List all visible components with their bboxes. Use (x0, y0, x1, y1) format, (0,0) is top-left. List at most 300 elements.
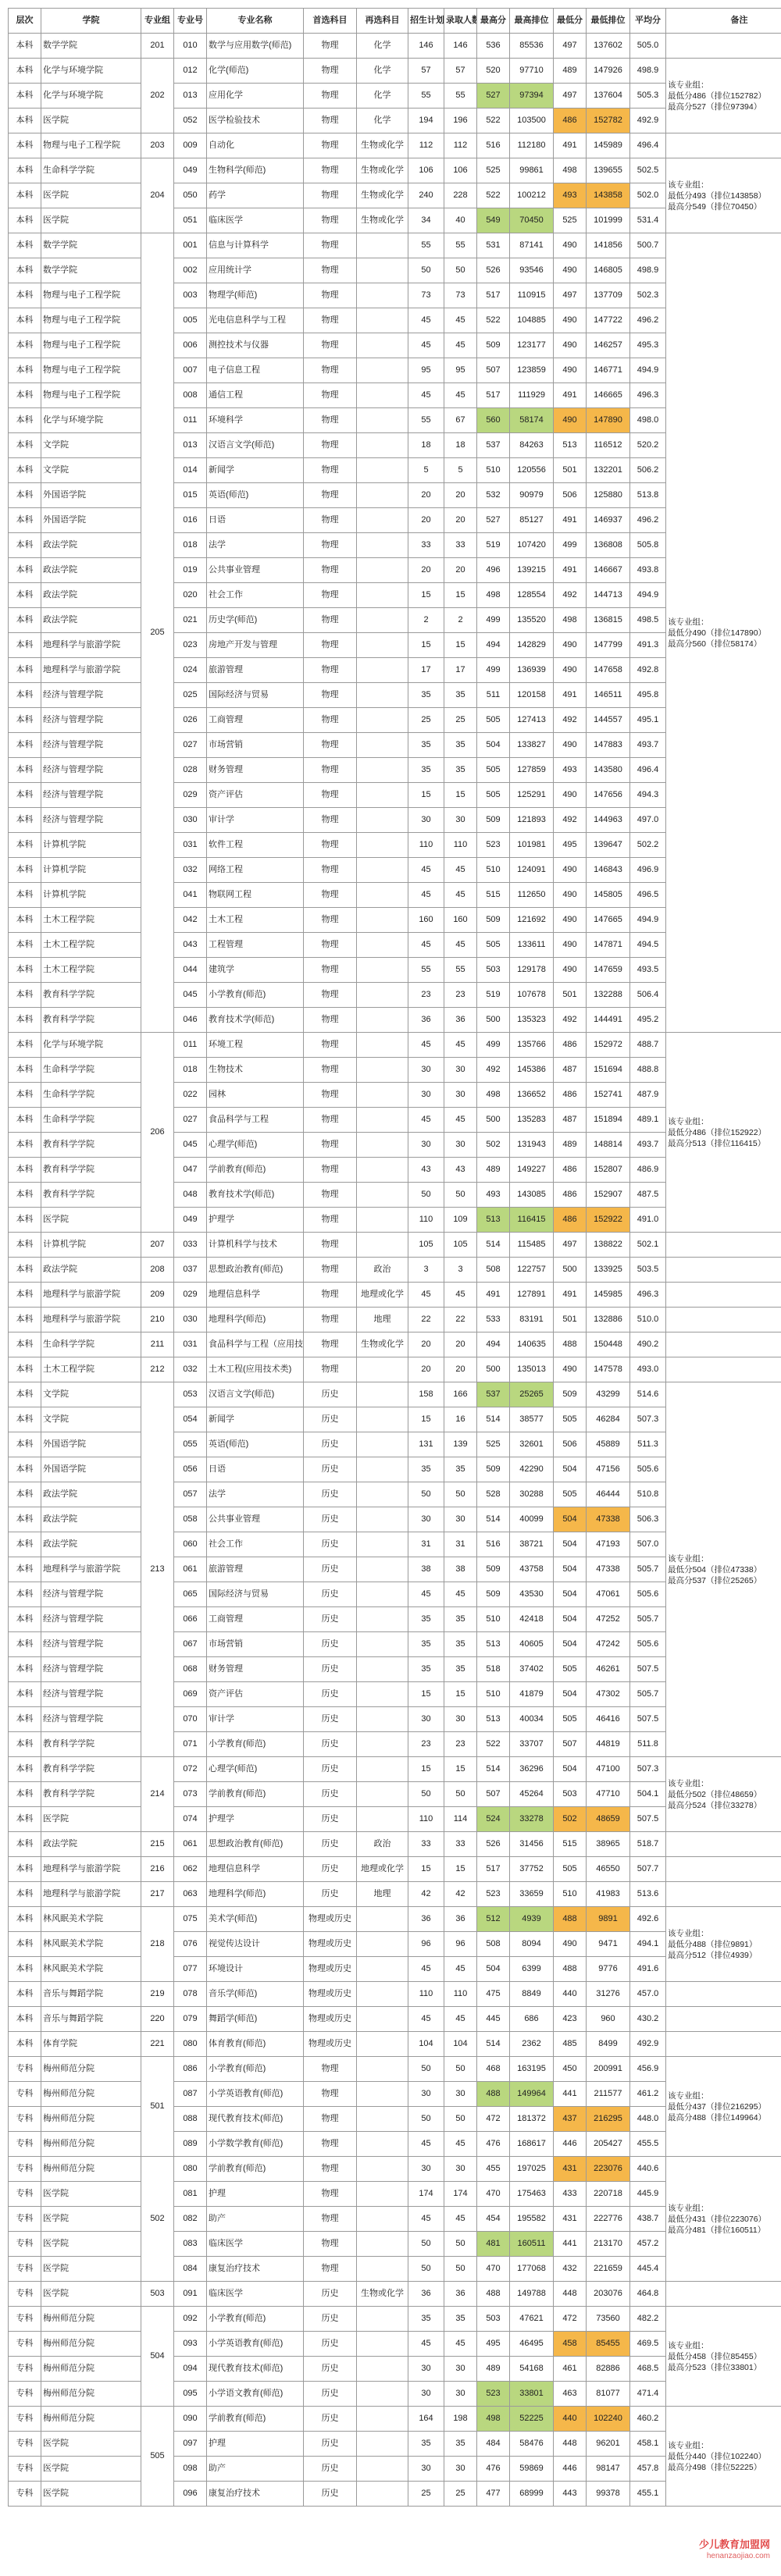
table-row (9, 1008, 781, 1033)
admitted-cell: 45 (444, 2207, 477, 2232)
major-no-cell: 080 (174, 2032, 207, 2057)
plan-cell: 18 (408, 433, 444, 458)
major-name-cell: 小学教育(师范) (207, 2307, 304, 2332)
plan-cell: 45 (408, 2332, 444, 2357)
max-score-cell: 519 (477, 533, 510, 558)
second-subject-cell (357, 1682, 408, 1707)
plan-cell: 33 (408, 1832, 444, 1857)
group-code-cell: 221 (141, 2032, 174, 2057)
max-score-cell: 527 (477, 508, 510, 533)
max-score-cell: 502 (477, 1133, 510, 1158)
first-subject-cell: 物理或历史 (304, 1907, 357, 1932)
college-cell: 医学院 (41, 1208, 141, 1233)
major-no-cell: 030 (174, 1308, 207, 1332)
max-score-cell: 509 (477, 1457, 510, 1482)
first-subject-cell: 历史 (304, 1532, 357, 1557)
max-rank-cell: 123859 (510, 358, 554, 383)
table-row (9, 683, 781, 708)
table-row (9, 858, 781, 883)
level-cell: 本科 (9, 958, 41, 983)
admitted-cell: 3 (444, 1258, 477, 1283)
college-cell: 经济与管理学院 (41, 1632, 141, 1657)
max-score-cell: 500 (477, 1008, 510, 1033)
college-cell: 文学院 (41, 1407, 141, 1432)
second-subject-cell: 生物或化学 (357, 133, 408, 158)
second-subject-cell (357, 1183, 408, 1208)
avg-cell: 498.9 (630, 258, 666, 283)
plan-cell: 45 (408, 1108, 444, 1133)
table-row (9, 109, 781, 133)
major-name-cell: 地理信息科学 (207, 1283, 304, 1308)
level-cell: 专科 (9, 2107, 41, 2132)
admitted-cell: 45 (444, 858, 477, 883)
first-subject-cell: 物理 (304, 908, 357, 933)
avg-cell: 507.3 (630, 1757, 666, 1782)
max-score-cell: 527 (477, 84, 510, 109)
major-name-cell: 地理科学(师范) (207, 1882, 304, 1907)
major-no-cell: 086 (174, 2057, 207, 2082)
table-row (9, 658, 781, 683)
college-cell: 政法学院 (41, 583, 141, 608)
group-note-cell (666, 1258, 781, 1283)
min-rank-cell: 47100 (587, 1757, 630, 1782)
group-code-cell: 217 (141, 1882, 174, 1907)
min-rank-cell: 147578 (587, 1357, 630, 1382)
first-subject-cell: 物理 (304, 933, 357, 958)
major-no-cell: 057 (174, 1482, 207, 1507)
avg-cell: 430.2 (630, 2007, 666, 2032)
avg-cell: 445.9 (630, 2182, 666, 2207)
plan-cell: 105 (408, 1233, 444, 1258)
table-row (9, 558, 781, 583)
first-subject-cell: 物理或历史 (304, 1932, 357, 1957)
avg-cell: 505.6 (630, 1582, 666, 1607)
table-row (9, 333, 781, 358)
major-no-cell: 081 (174, 2182, 207, 2207)
level-cell: 专科 (9, 2082, 41, 2107)
major-no-cell: 013 (174, 84, 207, 109)
first-subject-cell: 历史 (304, 1407, 357, 1432)
first-subject-cell: 物理 (304, 1208, 357, 1233)
major-name-cell: 教育技术学(师范) (207, 1008, 304, 1033)
plan-cell: 23 (408, 1732, 444, 1757)
college-cell: 医学院 (41, 2232, 141, 2257)
table-row (9, 1457, 781, 1482)
min-score-cell: 491 (554, 558, 587, 583)
first-subject-cell: 历史 (304, 2282, 357, 2307)
avg-cell: 495.1 (630, 708, 666, 733)
min-rank-cell: 47338 (587, 1507, 630, 1532)
major-name-cell: 新闻学 (207, 1407, 304, 1432)
level-cell: 本科 (9, 933, 41, 958)
max-score-cell: 475 (477, 1982, 510, 2007)
min-score-cell: 499 (554, 533, 587, 558)
min-rank-cell: 43299 (587, 1382, 630, 1407)
min-score-cell: 500 (554, 1258, 587, 1283)
level-cell: 本科 (9, 1907, 41, 1932)
min-score-cell: 441 (554, 2232, 587, 2257)
second-subject-cell (357, 758, 408, 783)
avg-cell: 496.9 (630, 858, 666, 883)
major-name-cell: 工商管理 (207, 708, 304, 733)
level-cell: 本科 (9, 433, 41, 458)
max-score-cell: 503 (477, 958, 510, 983)
max-score-cell: 507 (477, 1782, 510, 1807)
level-cell: 本科 (9, 1682, 41, 1707)
avg-cell: 460.2 (630, 2407, 666, 2432)
group-code-cell: 215 (141, 1832, 174, 1857)
major-name-cell: 地理科学(师范) (207, 1308, 304, 1332)
max-rank-cell: 135766 (510, 1033, 554, 1058)
avg-cell: 496.3 (630, 1283, 666, 1308)
major-no-cell: 043 (174, 933, 207, 958)
table-row (9, 59, 781, 84)
max-score-cell: 517 (477, 1857, 510, 1882)
plan-cell: 45 (408, 2132, 444, 2157)
min-score-cell: 490 (554, 233, 587, 258)
first-subject-cell: 历史 (304, 1582, 357, 1607)
avg-cell: 496.2 (630, 508, 666, 533)
min-rank-cell: 145989 (587, 133, 630, 158)
major-name-cell: 心理学(师范) (207, 1133, 304, 1158)
first-subject-cell: 物理 (304, 2257, 357, 2282)
avg-cell: 496.4 (630, 758, 666, 783)
second-subject-cell (357, 558, 408, 583)
major-name-cell: 信息与计算科学 (207, 233, 304, 258)
table-row (9, 1382, 781, 1407)
plan-cell: 50 (408, 2232, 444, 2257)
admitted-cell: 166 (444, 1382, 477, 1407)
min-rank-cell: 98147 (587, 2457, 630, 2482)
min-score-cell: 492 (554, 583, 587, 608)
second-subject-cell (357, 833, 408, 858)
second-subject-cell (357, 1732, 408, 1757)
admitted-cell: 20 (444, 558, 477, 583)
max-rank-cell: 135323 (510, 1008, 554, 1033)
min-rank-cell: 143580 (587, 758, 630, 783)
major-name-cell: 新闻学 (207, 458, 304, 483)
column-header: 再选科目 (357, 9, 408, 34)
major-no-cell: 072 (174, 1757, 207, 1782)
min-score-cell: 502 (554, 1807, 587, 1832)
admitted-cell: 55 (444, 233, 477, 258)
plan-cell: 30 (408, 1507, 444, 1532)
max-score-cell: 513 (477, 1707, 510, 1732)
major-name-cell: 汉语言文学(师范) (207, 1382, 304, 1407)
avg-cell: 491.0 (630, 1208, 666, 1233)
group-code-cell: 216 (141, 1857, 174, 1882)
min-rank-cell: 146665 (587, 383, 630, 408)
second-subject-cell (357, 1083, 408, 1108)
admitted-cell: 30 (444, 2457, 477, 2482)
table-row (9, 2007, 781, 2032)
major-name-cell: 审计学 (207, 1707, 304, 1732)
level-cell: 本科 (9, 1982, 41, 2007)
first-subject-cell: 物理 (304, 2157, 357, 2182)
level-cell: 本科 (9, 533, 41, 558)
avg-cell: 488.7 (630, 1033, 666, 1058)
max-rank-cell: 107420 (510, 533, 554, 558)
college-cell: 经济与管理学院 (41, 1707, 141, 1732)
second-subject-cell (357, 933, 408, 958)
college-cell: 经济与管理学院 (41, 708, 141, 733)
major-no-cell: 041 (174, 883, 207, 908)
second-subject-cell (357, 1158, 408, 1183)
second-subject-cell (357, 1657, 408, 1682)
avg-cell: 502.1 (630, 1233, 666, 1258)
level-cell: 本科 (9, 1033, 41, 1058)
max-score-cell: 514 (477, 1407, 510, 1432)
min-score-cell: 489 (554, 59, 587, 84)
group-code-cell: 212 (141, 1357, 174, 1382)
max-rank-cell: 111929 (510, 383, 554, 408)
admitted-cell: 30 (444, 808, 477, 833)
min-rank-cell: 221659 (587, 2257, 630, 2282)
min-rank-cell: 200991 (587, 2057, 630, 2082)
min-rank-cell: 151694 (587, 1058, 630, 1083)
group-code-cell: 211 (141, 1332, 174, 1357)
second-subject-cell (357, 1982, 408, 2007)
major-name-cell: 物联网工程 (207, 883, 304, 908)
table-row (9, 2057, 781, 2082)
avg-cell: 445.4 (630, 2257, 666, 2282)
first-subject-cell: 物理 (304, 483, 357, 508)
admitted-cell: 15 (444, 783, 477, 808)
first-subject-cell: 物理 (304, 833, 357, 858)
table-row (9, 1857, 781, 1882)
second-subject-cell (357, 2057, 408, 2082)
major-no-cell: 011 (174, 1033, 207, 1058)
avg-cell: 507.7 (630, 1857, 666, 1882)
major-no-cell: 029 (174, 783, 207, 808)
first-subject-cell: 历史 (304, 1882, 357, 1907)
first-subject-cell: 物理 (304, 1332, 357, 1357)
admitted-cell: 23 (444, 1732, 477, 1757)
major-name-cell: 汉语言文学(师范) (207, 433, 304, 458)
level-cell: 本科 (9, 1008, 41, 1033)
admitted-cell: 114 (444, 1807, 477, 1832)
college-cell: 经济与管理学院 (41, 1682, 141, 1707)
min-rank-cell: 152782 (587, 109, 630, 133)
table-row (9, 258, 781, 283)
group-code-cell: 210 (141, 1308, 174, 1332)
admitted-cell: 15 (444, 1682, 477, 1707)
table-row (9, 2407, 781, 2432)
major-no-cell: 012 (174, 59, 207, 84)
second-subject-cell: 地理 (357, 1308, 408, 1332)
max-score-cell: 494 (477, 633, 510, 658)
first-subject-cell: 历史 (304, 1457, 357, 1482)
admitted-cell: 45 (444, 2132, 477, 2157)
min-score-cell: 504 (554, 1607, 587, 1632)
admitted-cell: 50 (444, 2107, 477, 2132)
min-rank-cell: 47710 (587, 1782, 630, 1807)
level-cell: 本科 (9, 783, 41, 808)
second-subject-cell: 生物或化学 (357, 183, 408, 208)
college-cell: 物理与电子工程学院 (41, 283, 141, 308)
level-cell: 本科 (9, 458, 41, 483)
major-name-cell: 食品科学与工程 (207, 1108, 304, 1133)
table-row (9, 433, 781, 458)
first-subject-cell: 物理 (304, 1158, 357, 1183)
min-score-cell: 497 (554, 283, 587, 308)
min-rank-cell: 85455 (587, 2332, 630, 2357)
min-rank-cell: 47302 (587, 1682, 630, 1707)
group-note-cell: 该专业组： 最低分486（排位152782） 最高分527（排位97394） (666, 59, 781, 133)
max-rank-cell: 37752 (510, 1857, 554, 1882)
major-name-cell: 小学数学教育(师范) (207, 2132, 304, 2157)
max-score-cell: 514 (477, 1757, 510, 1782)
second-subject-cell (357, 658, 408, 683)
column-header: 最高排位 (510, 9, 554, 34)
college-cell: 数学学院 (41, 258, 141, 283)
first-subject-cell: 历史 (304, 1557, 357, 1582)
admitted-cell: 36 (444, 1008, 477, 1033)
college-cell: 经济与管理学院 (41, 783, 141, 808)
min-rank-cell: 146667 (587, 558, 630, 583)
plan-cell: 20 (408, 1332, 444, 1357)
first-subject-cell: 物理 (304, 333, 357, 358)
major-name-cell: 护理 (207, 2182, 304, 2207)
table-row (9, 2282, 781, 2307)
avg-cell: 504.1 (630, 1782, 666, 1807)
first-subject-cell: 历史 (304, 1857, 357, 1882)
second-subject-cell (357, 2132, 408, 2157)
first-subject-cell: 物理 (304, 84, 357, 109)
first-subject-cell: 历史 (304, 2307, 357, 2332)
admitted-cell: 30 (444, 1133, 477, 1158)
first-subject-cell: 历史 (304, 1657, 357, 1682)
level-cell: 本科 (9, 258, 41, 283)
major-name-cell: 数学与应用数学(师范) (207, 34, 304, 59)
level-cell: 本科 (9, 1657, 41, 1682)
admitted-cell: 50 (444, 2057, 477, 2082)
min-rank-cell: 73560 (587, 2307, 630, 2332)
major-name-cell: 小学语文教育(师范) (207, 2382, 304, 2407)
min-rank-cell: 203076 (587, 2282, 630, 2307)
first-subject-cell: 物理 (304, 2232, 357, 2257)
min-score-cell: 432 (554, 2257, 587, 2282)
min-score-cell: 491 (554, 1283, 587, 1308)
plan-cell: 55 (408, 958, 444, 983)
table-row (9, 2432, 781, 2457)
min-score-cell: 487 (554, 1108, 587, 1133)
college-cell: 教育科学学院 (41, 1757, 141, 1782)
second-subject-cell (357, 1907, 408, 1932)
min-score-cell: 492 (554, 1008, 587, 1033)
plan-cell: 33 (408, 533, 444, 558)
avg-cell: 495.2 (630, 1008, 666, 1033)
admitted-cell: 33 (444, 1832, 477, 1857)
major-name-cell: 小学英语教育(师范) (207, 2082, 304, 2107)
max-score-cell: 498 (477, 583, 510, 608)
second-subject-cell: 化学 (357, 59, 408, 84)
admitted-cell: 50 (444, 258, 477, 283)
min-score-cell: 486 (554, 109, 587, 133)
level-cell: 本科 (9, 658, 41, 683)
avg-cell: 494.9 (630, 908, 666, 933)
group-note-cell: 该专业组： 最低分458（排位85455） 最高分523（排位33801） (666, 2307, 781, 2407)
max-score-cell: 484 (477, 2432, 510, 2457)
max-score-cell: 509 (477, 908, 510, 933)
min-score-cell: 486 (554, 1183, 587, 1208)
college-cell: 土木工程学院 (41, 908, 141, 933)
avg-cell: 455.5 (630, 2132, 666, 2157)
first-subject-cell: 历史 (304, 1732, 357, 1757)
second-subject-cell (357, 2032, 408, 2057)
max-rank-cell: 100212 (510, 183, 554, 208)
first-subject-cell: 物理 (304, 208, 357, 233)
level-cell: 本科 (9, 183, 41, 208)
table-row (9, 1332, 781, 1357)
min-rank-cell: 146843 (587, 858, 630, 883)
admitted-cell: 45 (444, 1033, 477, 1058)
major-no-cell: 058 (174, 1507, 207, 1532)
major-name-cell: 软件工程 (207, 833, 304, 858)
avg-cell: 471.4 (630, 2382, 666, 2407)
second-subject-cell (357, 858, 408, 883)
level-cell: 本科 (9, 1183, 41, 1208)
major-name-cell: 日语 (207, 1457, 304, 1482)
max-rank-cell: 33278 (510, 1807, 554, 1832)
admitted-cell: 16 (444, 1407, 477, 1432)
major-name-cell: 教育技术学(师范) (207, 1183, 304, 1208)
avg-cell: 520.2 (630, 433, 666, 458)
second-subject-cell (357, 2232, 408, 2257)
second-subject-cell (357, 483, 408, 508)
second-subject-cell (357, 2157, 408, 2182)
plan-cell: 20 (408, 483, 444, 508)
group-note-cell: 该专业组： 最低分431（排位223076） 最高分481（排位160511） (666, 2157, 781, 2282)
min-score-cell: 493 (554, 183, 587, 208)
plan-cell: 30 (408, 1707, 444, 1732)
min-rank-cell: 147926 (587, 59, 630, 84)
plan-cell: 30 (408, 2382, 444, 2407)
first-subject-cell: 物理 (304, 1308, 357, 1332)
min-score-cell: 423 (554, 2007, 587, 2032)
plan-cell: 30 (408, 1133, 444, 1158)
max-rank-cell: 120158 (510, 683, 554, 708)
max-rank-cell: 121893 (510, 808, 554, 833)
min-score-cell: 504 (554, 1507, 587, 1532)
plan-cell: 15 (408, 633, 444, 658)
major-name-cell: 财务管理 (207, 1657, 304, 1682)
min-rank-cell: 136808 (587, 533, 630, 558)
max-score-cell: 470 (477, 2182, 510, 2207)
major-name-cell: 学前教育(师范) (207, 1782, 304, 1807)
second-subject-cell (357, 458, 408, 483)
level-cell: 本科 (9, 1233, 41, 1258)
avg-cell: 510.8 (630, 1482, 666, 1507)
min-score-cell: 440 (554, 2407, 587, 2432)
table-row (9, 1957, 781, 1982)
max-score-cell: 523 (477, 833, 510, 858)
major-no-cell: 069 (174, 1682, 207, 1707)
second-subject-cell (357, 283, 408, 308)
first-subject-cell: 历史 (304, 1682, 357, 1707)
avg-cell: 505.7 (630, 1682, 666, 1707)
college-cell: 化学与环境学院 (41, 84, 141, 109)
major-no-cell: 016 (174, 508, 207, 533)
first-subject-cell: 历史 (304, 1632, 357, 1657)
table-row (9, 2107, 781, 2132)
max-rank-cell: 160511 (510, 2232, 554, 2257)
first-subject-cell: 物理或历史 (304, 2032, 357, 2057)
major-name-cell: 国际经济与贸易 (207, 1582, 304, 1607)
table-row (9, 1632, 781, 1657)
major-name-cell: 现代教育技术(师范) (207, 2107, 304, 2132)
table-row (9, 933, 781, 958)
